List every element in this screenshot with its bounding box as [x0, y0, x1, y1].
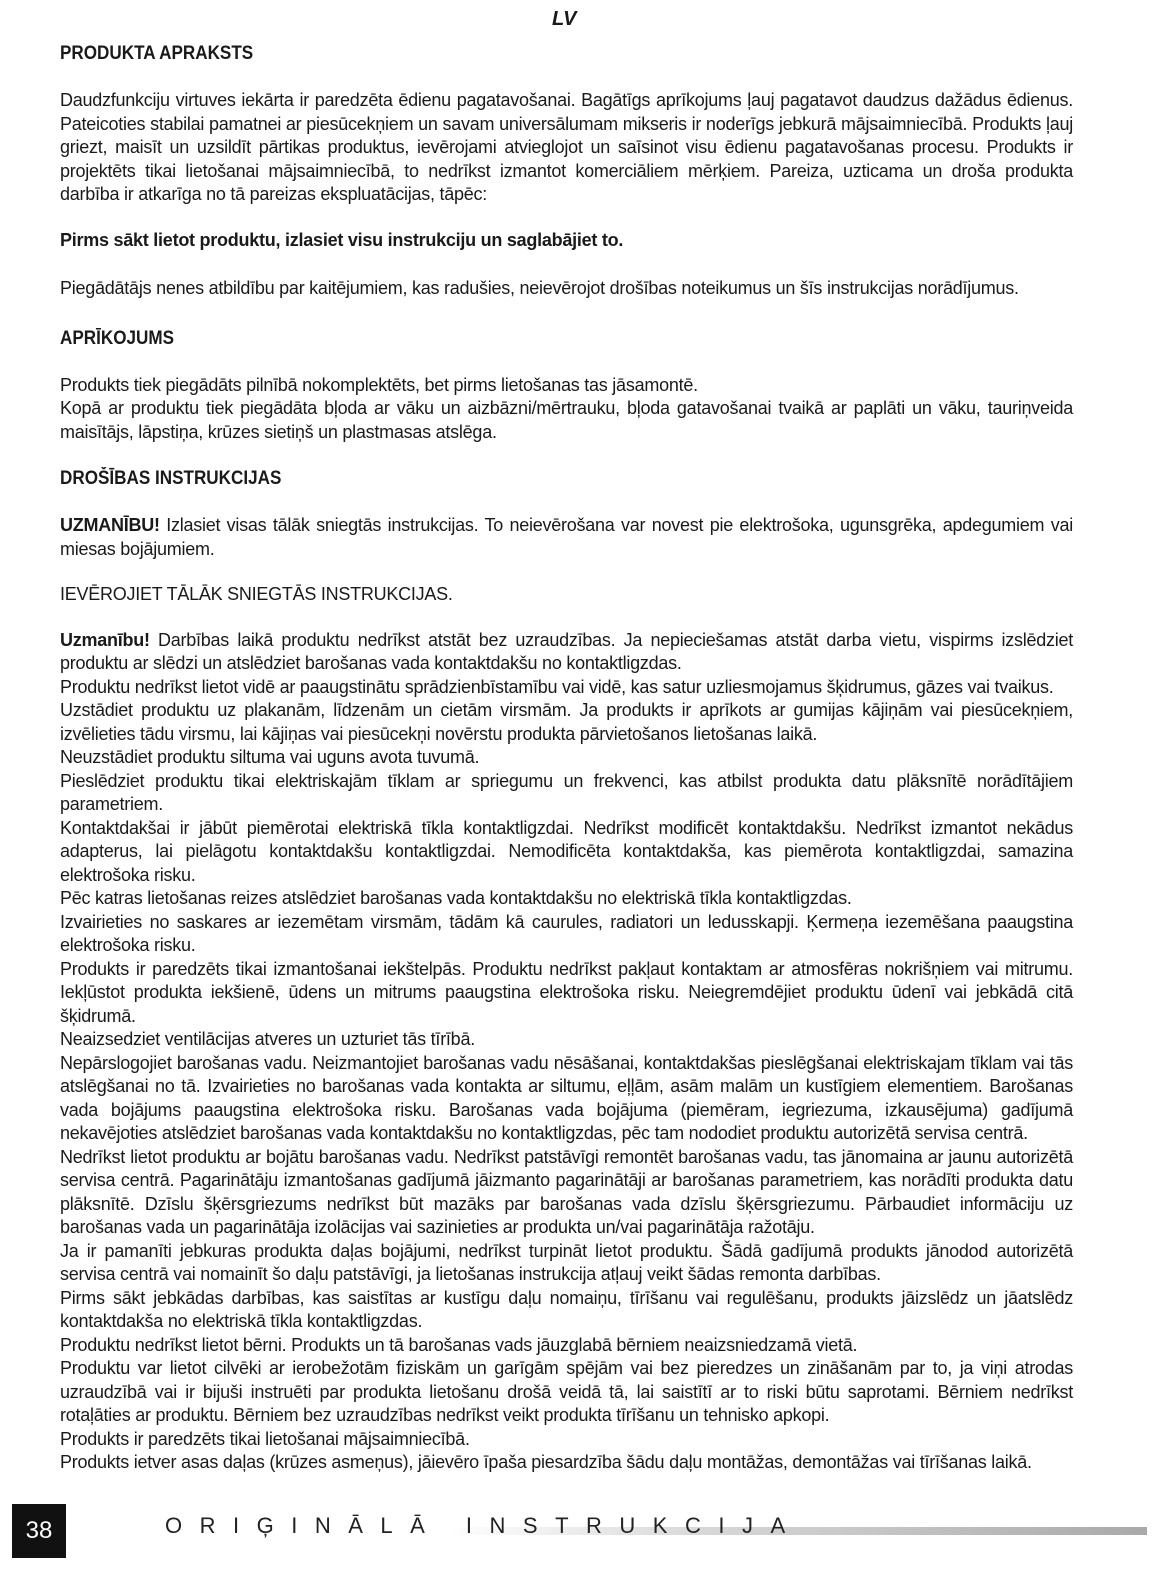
safety-item: Uzstādiet produktu uz plakanām, līdzenām un cietām virsmām. Ja produkts ir aprīkots ar gumijas kājiņām vai piesūcekņiem, izvēlieties tādu virsmu, lai kājiņas vai piesūcekņi novērstu produkta pārvietošanos lietošanas laikā.	[60, 700, 1073, 744]
safety-item: Produktu nedrīkst lietot vidē ar paaugstinātu sprādzienbīstamību vai vidē, kas satur uzliesmojamus šķidrumus, gāzes vai tvaikus.	[60, 676, 1054, 697]
paragraph-equipment-contents: Kopā ar produktu tiek piegādāta bļoda ar vāku un aizbāzni/mērtrauku, bļoda gatavošanai tvaikā ar paplāti un vāku, tauriņveida maisītājs, lāpstiņa, krūzes sietiņš un plastmasas atslēga.	[60, 398, 1073, 442]
safety-item: Pieslēdziet produktu tikai elektriskajām tīklam ar spriegumu un frekvenci, kas atbilst produkta datu plāksnītē norādītājiem parametriem.	[60, 770, 1073, 815]
paragraph-read-instructions: Pirms sākt lietot produktu, izlasiet visu instrukciju un saglabājiet to.	[60, 229, 624, 250]
safety-item: Produktu nedrīkst lietot bērni. Produkts un tā barošanas vads jāuzglabā bērniem neaizsniedzamā vietā.	[60, 1334, 858, 1355]
page-number: 38	[12, 1504, 66, 1558]
safety-item: Produkts ir paredzēts tikai lietošanai mājsaimniecībā.	[60, 1428, 470, 1449]
document-body	[60, 41, 1073, 1475]
paragraph-attention	[60, 629, 1073, 676]
paragraph-equipment-delivery: Produkts tiek piegādāts pilnībā nokomplektēts, bet pirms lietošanas tas jāsamontē.	[60, 374, 698, 395]
attention-text: Darbības laikā produktu nedrīkst atstāt bez uzraudzības. Ja nepieciešamas atstāt darba vietu, vispirms izslēdziet produktu ar slēdzi un atslēdziet barošanas vada kontaktdakšu no kontaktligzdas.	[60, 629, 1073, 674]
safety-item: Pirms sākt jebkādas darbības, kas saistītas ar kustīgu daļu nomaiņu, tīrīšanu vai regulēšanu, produkts jāizslēdz un jāatslēdz kontaktdakša no elektriskā tīkla kontaktligzdas.	[60, 1287, 1073, 1332]
safety-item: Kontaktdakšai ir jābūt piemērotai elektriskā tīkla kontaktligzdai. Nedrīkst modificēt kontaktdakšu. Nedrīkst izmantot nekādus adapterus, lai pielāgotu kontaktdakšu kontaktligzdai. Nemodificēta kontaktdakša, kas piemērota kontaktligzdai, samazina elektrošoka risku.	[60, 817, 1073, 885]
safety-item: Produkts ietver asas daļas (krūzes asmeņus), jāievēro īpaša piesardzība šādu daļu montāžas, demontāžas vai tīrīšanas laikā.	[60, 1452, 1032, 1473]
safety-item: Neuzstādiet produktu siltuma vai uguns avota tuvumā.	[60, 747, 480, 768]
safety-item: Produkts ir paredzēts tikai izmantošanai iekštelpās. Produktu nedrīkst pakļaut kontaktam ar atmosfēras nokrišņiem vai mitrumu. Iekļūstot produkta iekšienē, ūdens un mitrums paaugstina elektrošoka risku. Neiegremdējiet produktu ūdenī vai jebkādā citā šķidrumā.	[60, 958, 1073, 1026]
section-title-description: PRODUKTA APRAKSTS	[60, 43, 254, 64]
section-title-safety: DROŠĪBAS INSTRUKCIJAS	[60, 468, 282, 490]
safety-item: Pēc katras lietošanas reizes atslēdziet barošanas vada kontaktdakšu no elektriskā tīkla kontaktligzdas.	[60, 888, 852, 909]
safety-item: Nepārslogojiet barošanas vadu. Neizmantojiet barošanas vadu nēsāšanai, kontaktdakšas pieslēgšanai elektriskajam tīklam vai tās atslēgšanai no tā. Izvairieties no barošanas vada kontakta ar siltumu, eļļām, asām malām un kustīgiem elementiem. Barošanas vada bojājums paaugstina elektrošoka risku. Barošanas vada bojājuma (piemēram, iegriezuma, izkausējuma) gadījumā nekavējoties atslēdziet barošanas vada kontaktdakšu no kontaktligzdas, pēc tam nododiet produktu autorizētā servisa centrā.	[60, 1052, 1073, 1144]
safety-item: Ja ir pamanīti jebkuras produkta daļas bojājumi, nedrīkst turpināt lietot produktu. Šādā gadījumā produkts jānodod autorizētā servisa centrā vai nomainīt šo daļu patstāvīgi, ja lietošanas instrukcija atļauj veikt šādas remonta darbības.	[60, 1240, 1073, 1285]
paragraph-warning	[60, 514, 1073, 561]
section-title-equipment: APRĪKOJUMS	[60, 327, 175, 349]
paragraph-observe: IEVĒROJIET TĀLĀK SNIEGTĀS INSTRUKCIJAS.	[60, 584, 453, 605]
warning-lead: UZMANĪBU!	[60, 515, 160, 536]
paragraph-liability: Piegādātājs nenes atbildību par kaitējumiem, kas radušies, neievērojot drošības noteikumus un šīs instrukcijas norādījumus.	[60, 278, 1019, 299]
paragraph-description: Daudzfunkciju virtuves iekārta ir paredzēta ēdienu pagatavošanai. Bagātīgs aprīkojums ļauj pagatavot daudzus dažādus ēdienus. Pateicoties stabilai pamatnei ar piesūcekņiem un savam universālumam mikseris ir noderīgs jebkurā mājsaimniecībā. Produkts ļauj griezt, maisīt un uzsildīt pārtikas produktus, ievērojami atvieglojot un saīsinot visu ēdienu pagatavošanas procesu. Produkts ir projektēts tikai lietošanai mājsaimniecībā, to nedrīkst izmantot komerciāliem mērķiem. Pareiza, uzticama un droša produkta darbība ir atkarīga no tā pareizas ekspluatācijas, tāpēc:	[60, 90, 1073, 205]
safety-item: Neaizsedziet ventilācijas atveres un uzturiet tās tīrībā.	[60, 1029, 475, 1050]
language-code: LV	[552, 8, 577, 30]
safety-item: Izvairieties no saskares ar iezemētam virsmām, tādām kā caurules, radiatori un ledusskapji. Ķermeņa iezemēšana paaugstina elektrošoka risku.	[60, 911, 1073, 956]
attention-lead: Uzmanību!	[60, 629, 150, 650]
safety-item: Produktu var lietot cilvēki ar ierobežotām fiziskām un garīgām spējām vai bez pieredzes un zināšanām par to, ja viņi atrodas uzraudzībā vai ir bijuši instruēti par produkta lietošanu drošā veidā tā, lai saistītī ar to riski būtu saprotami. Bērniem nedrīkst rotaļāties ar produktu. Bērniem bez uzraudzības nedrīkst veikt produkta tīrīšanu un tehnisko apkopi.	[60, 1358, 1073, 1426]
footer-label: ORIĢINĀLĀ INSTRUKCIJA	[165, 1513, 803, 1538]
safety-item: Nedrīkst lietot produktu ar bojātu barošanas vadu. Nedrīkst patstāvīgi remontēt barošanas vadu, tas jānomaina ar jaunu autorizētā servisa centrā. Pagarinātāju izmantošanas gadījumā jāizmanto pagarinātāji ar barošanas parametriem, kas norādīti produkta datu plāksnītē. Dzīslu šķērsgriezums nedrīkst būt mazāks par barošanas vada dzīslu šķērsgriezumu. Pārbaudiet informāciju uz barošanas vada un pagarinātāja izolācijas vai sazinieties ar produkta un/vai pagarinātāja ražotāju.	[60, 1146, 1073, 1238]
warning-text: Izlasiet visas tālāk sniegtās instrukcijas. To neievērošana var novest pie elektrošoka, ugunsgrēka, apdegumiem vai miesas bojājumiem.	[60, 515, 1073, 559]
